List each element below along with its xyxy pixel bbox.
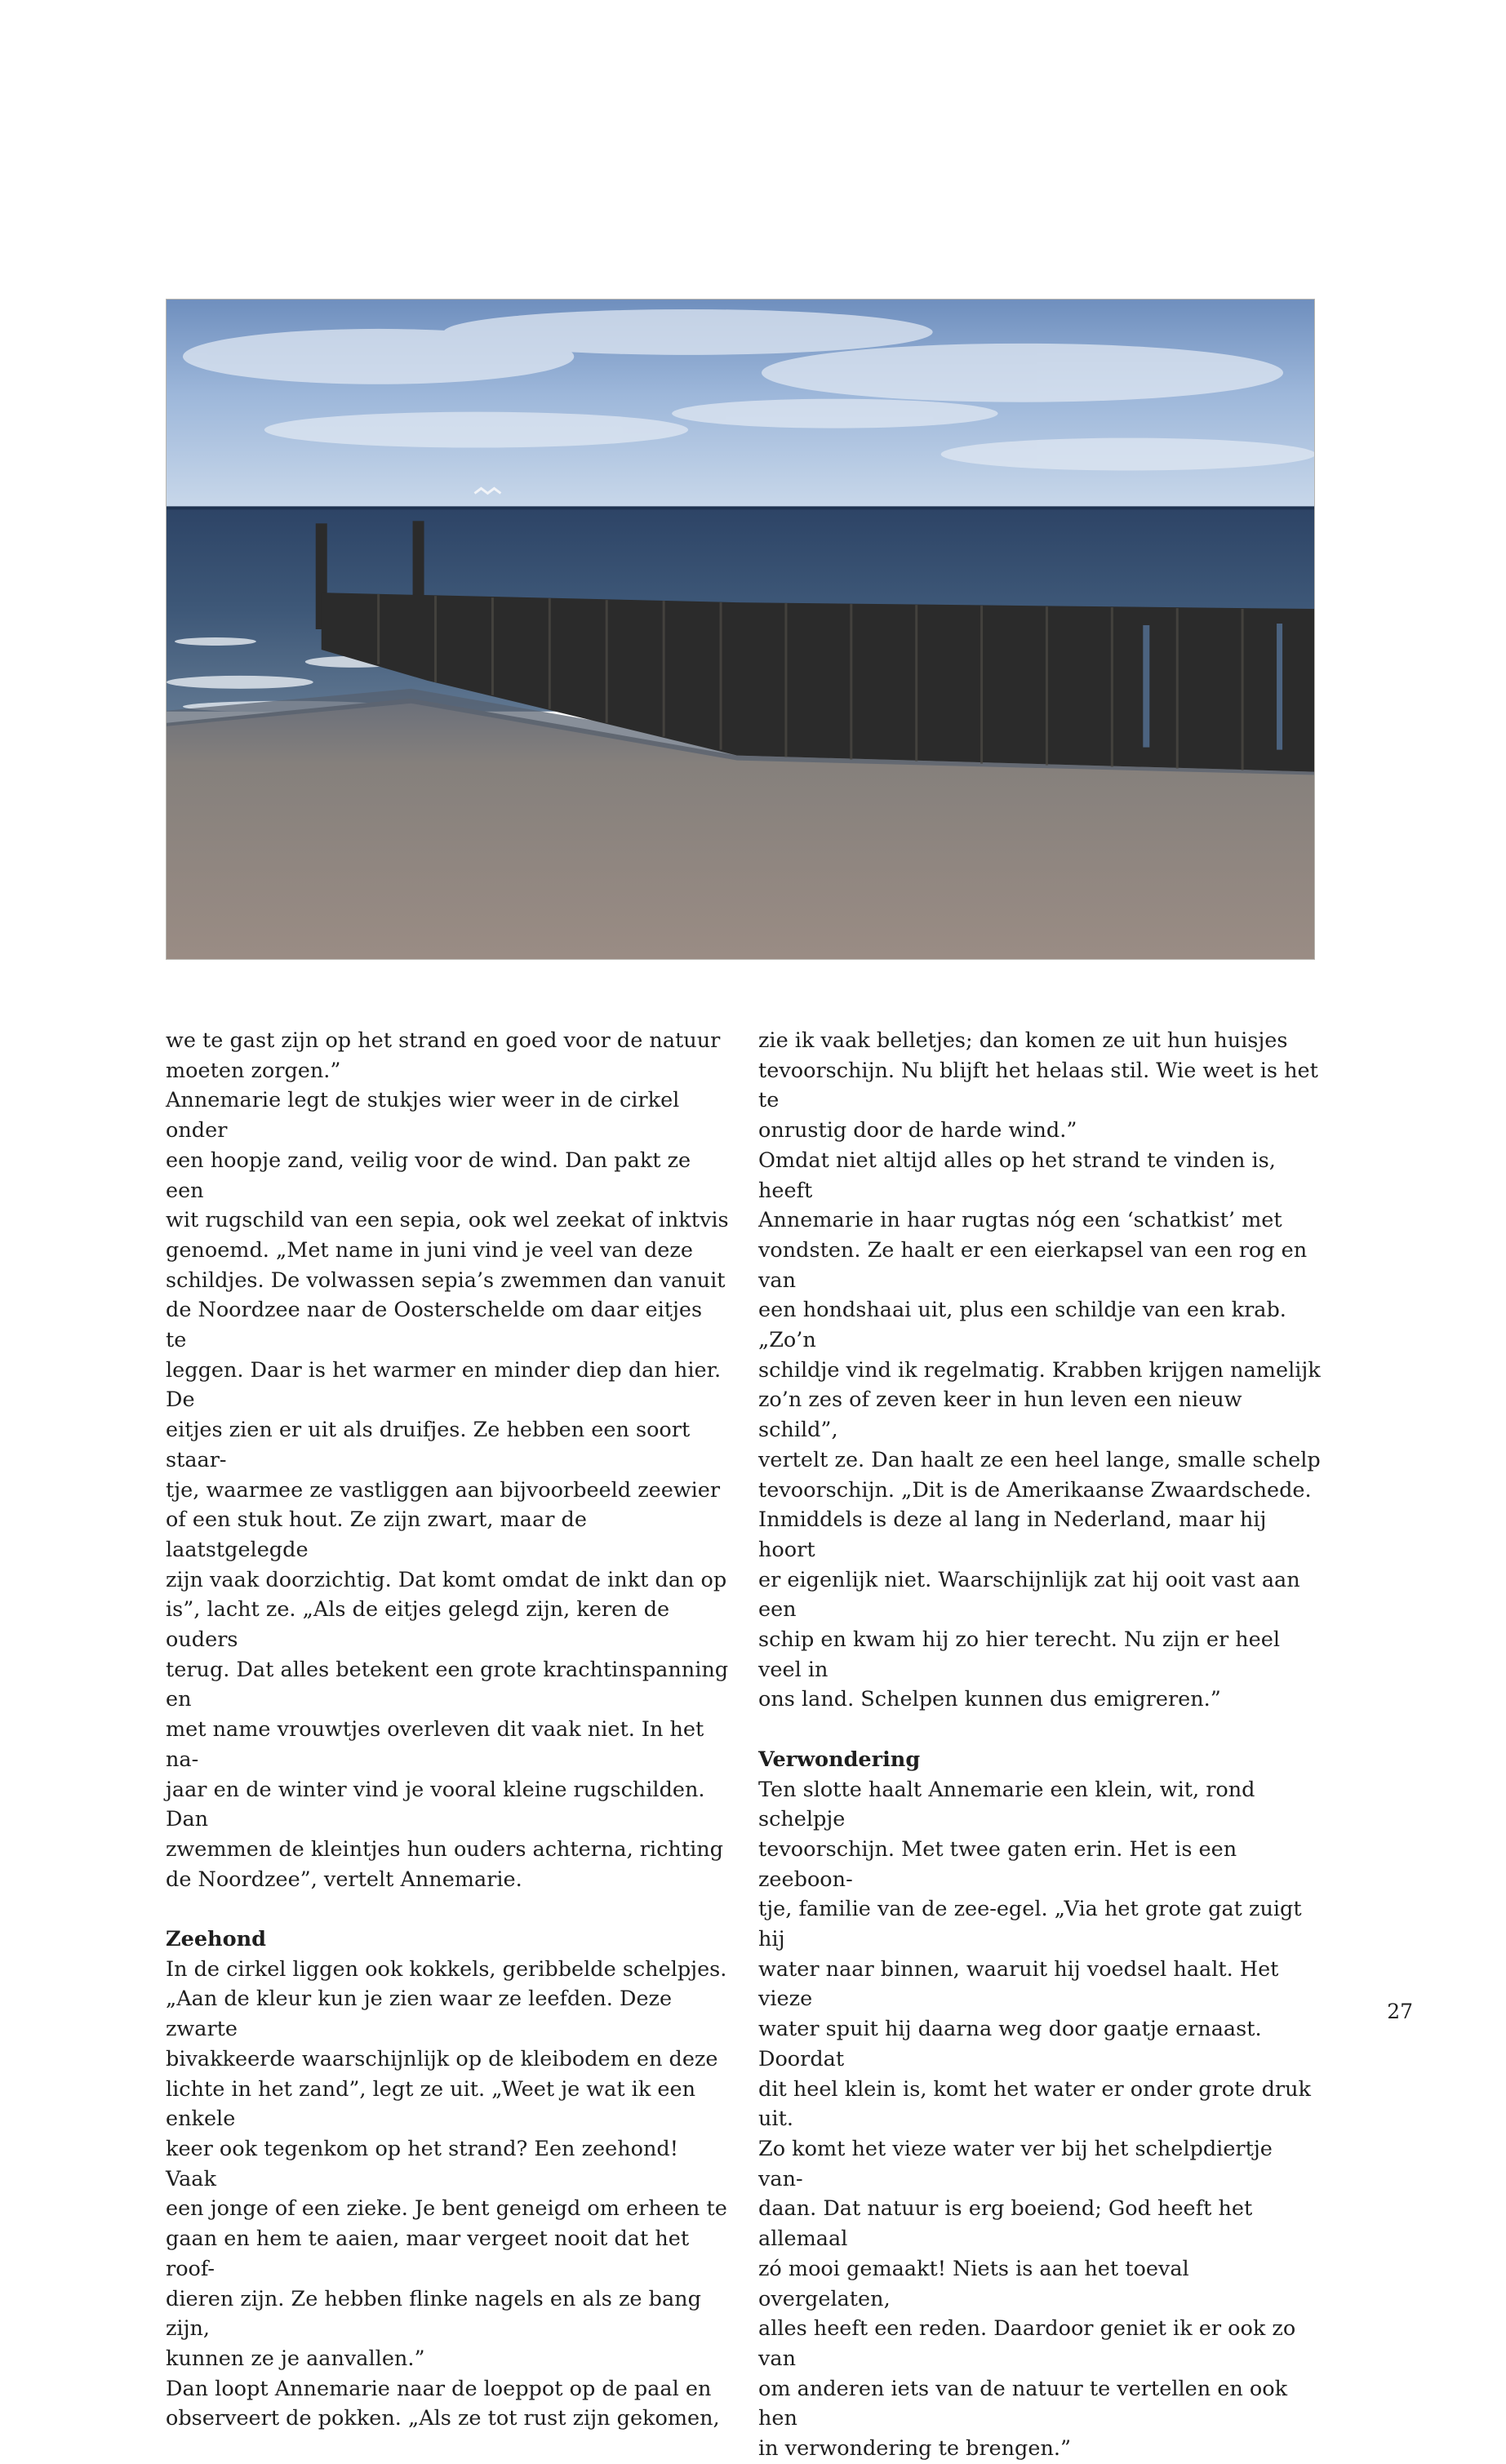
text-line: dit heel klein is, komt het water er onder grote druk uit. — [758, 2076, 1311, 2132]
text-line: een hondshaai uit, plus een schildje van een krab. „Zo’n — [758, 1298, 1286, 1353]
text-line: Annemarie legt de stukjes wier weer in de cirkel onder — [166, 1088, 680, 1143]
right-column — [758, 1026, 1322, 2464]
text-line: bivakkeerde waarschijnlijk op de kleibodem en deze — [166, 2046, 718, 2071]
text-line: is”, lacht ze. „Als de eitjes gelegd zijn, keren de ouders — [166, 1597, 670, 1653]
text-line: of een stuk hout. Ze zijn zwart, maar de laatstgelegde — [166, 1507, 587, 1562]
text-line: In de cirkel liggen ook kokkels, geribbelde schelpjes. — [166, 1956, 727, 1982]
text-line: de Noordzee”, vertelt Annemarie. — [166, 1867, 522, 1892]
text-line: in verwondering te brengen.” — [758, 2436, 1072, 2462]
section-heading-verwondering: Verwondering — [758, 1747, 921, 1772]
text-line: zó mooi gemaakt! Niets is aan het toeval overgelaten, — [758, 2256, 1189, 2311]
text-line: leggen. Daar is het warmer en minder diep dan hier. De — [166, 1357, 722, 1413]
text-line: water spuit hij daarna weg door gaatje ernaast. Doordat — [758, 2017, 1262, 2071]
text-line: tevoorschijn. Met twee gaten erin. Het is een zeeboon- — [758, 1836, 1237, 1892]
text-line: om anderen iets van de natuur te vertellen en ook hen — [758, 2376, 1288, 2431]
text-line: Annemarie in haar rugtas nóg een ‘schatkist’ met — [758, 1208, 1282, 1233]
text-line: terug. Dat alles betekent een grote krachtinspanning en — [166, 1657, 729, 1712]
text-line: een hoopje zand, veilig voor de wind. Dan pakt ze een — [166, 1148, 691, 1203]
text-line: tje, familie van de zee-egel. „Via het grote gat zuigt hij — [758, 1897, 1302, 1952]
text-line: keer ook tegenkom op het strand? Een zeehond! Vaak — [166, 2137, 678, 2191]
page-number: 27 — [1387, 2000, 1413, 2023]
text-line: ons land. Schelpen kunnen dus emigreren.” — [758, 1687, 1221, 1712]
text-line: een jonge of een zieke. Je bent geneigd om erheen te — [166, 2196, 727, 2222]
paragraph-gap — [166, 1894, 729, 1925]
text-line: zwemmen de kleintjes hun ouders achterna, richting — [166, 1836, 723, 1862]
text-line: de Noordzee naar de Oosterschelde om daar eitjes te — [166, 1298, 703, 1353]
text-line: vertelt ze. Dan haalt ze een heel lange, smalle schelp — [758, 1447, 1321, 1472]
text-line: kunnen ze je aanvallen.” — [166, 2346, 425, 2371]
left-column — [166, 1026, 729, 2434]
text-line: onrustig door de harde wind.” — [758, 1118, 1077, 1143]
text-line: zijn vaak doorzichtig. Dat komt omdat de inkt dan op — [166, 1567, 727, 1592]
text-line: Inmiddels is deze al lang in Nederland, maar hij hoort — [758, 1507, 1267, 1562]
text-line: wit rugschild van een sepia, ook wel zeekat of inktvis — [166, 1208, 729, 1233]
text-line: schildje vind ik regelmatig. Krabben krijgen namelijk — [758, 1357, 1321, 1383]
text-line: dieren zijn. Ze hebben flinke nagels en als ze bang zijn, — [166, 2286, 701, 2342]
text-line: Zo komt het vieze water ver bij het schelpdiertje van- — [758, 2137, 1273, 2191]
text-line: eitjes zien er uit als druifjes. Ze hebben een soort staar- — [166, 1418, 691, 1472]
text-line: tje, waarmee ze vastliggen aan bijvoorbeeld zeewier — [166, 1477, 721, 1503]
text-line: schip en kwam hij zo hier terecht. Nu zijn er heel veel in — [758, 1627, 1281, 1682]
text-line: er eigenlijk niet. Waarschijnlijk zat hij ooit vast aan een — [758, 1567, 1300, 1623]
text-line: lichte in het zand”, legt ze uit. „Weet je wat ik een enkele — [166, 2076, 696, 2132]
text-line: daan. Dat natuur is erg boeiend; God heeft het allemaal — [758, 2196, 1253, 2252]
text-line: water naar binnen, waaruit hij voedsel haalt. Het vieze — [758, 1956, 1279, 2012]
section-heading-zeehond: Zeehond — [166, 1927, 266, 1952]
text-line: gaan en hem te aaien, maar vergeet nooit dat het roof- — [166, 2226, 690, 2281]
text-line: observeert de pokken. „Als ze tot rust zijn gekomen, — [166, 2406, 720, 2431]
text-line: zo’n zes of zeven keer in hun leven een nieuw schild”, — [758, 1387, 1242, 1443]
text-line: alles heeft een reden. Daardoor geniet ik er ook zo van — [758, 2316, 1296, 2371]
text-line: schildjes. De volwassen sepia’s zwemmen dan vanuit — [166, 1268, 726, 1293]
text-line: tevoorschijn. „Dit is de Amerikaanse Zwaardschede. — [758, 1477, 1312, 1503]
text-line: vondsten. Ze haalt er een eierkapsel van een rog en van — [758, 1237, 1308, 1293]
text-line: met name vrouwtjes overleven dit vaak niet. In het na- — [166, 1717, 704, 1772]
text-line: moeten zorgen.” — [166, 1058, 341, 1083]
text-line: we te gast zijn op het strand en goed voor de natuur — [166, 1028, 721, 1053]
text-line: Dan loopt Annemarie naar de loeppot op de paal en — [166, 2376, 712, 2401]
text-line: tevoorschijn. Nu blijft het helaas stil. Wie weet is het te — [758, 1058, 1318, 1113]
paragraph-gap — [758, 1715, 1322, 1745]
text-line: genoemd. „Met name in juni vind je veel van deze — [166, 1237, 693, 1263]
text-line: „Aan de kleur kun je zien waar ze leefden. Deze zwarte — [166, 1987, 673, 2042]
text-line: Omdat niet altijd alles op het strand te vinden is, heeft — [758, 1148, 1276, 1203]
beach-groyne-photo — [166, 299, 1315, 960]
text-line: zie ik vaak belletjes; dan komen ze uit hun huisjes — [758, 1028, 1288, 1053]
text-line: jaar en de winter vind je vooral kleine rugschilden. Dan — [166, 1777, 705, 1832]
text-line: Ten slotte haalt Annemarie een klein, wit, rond schelpje — [758, 1777, 1255, 1832]
